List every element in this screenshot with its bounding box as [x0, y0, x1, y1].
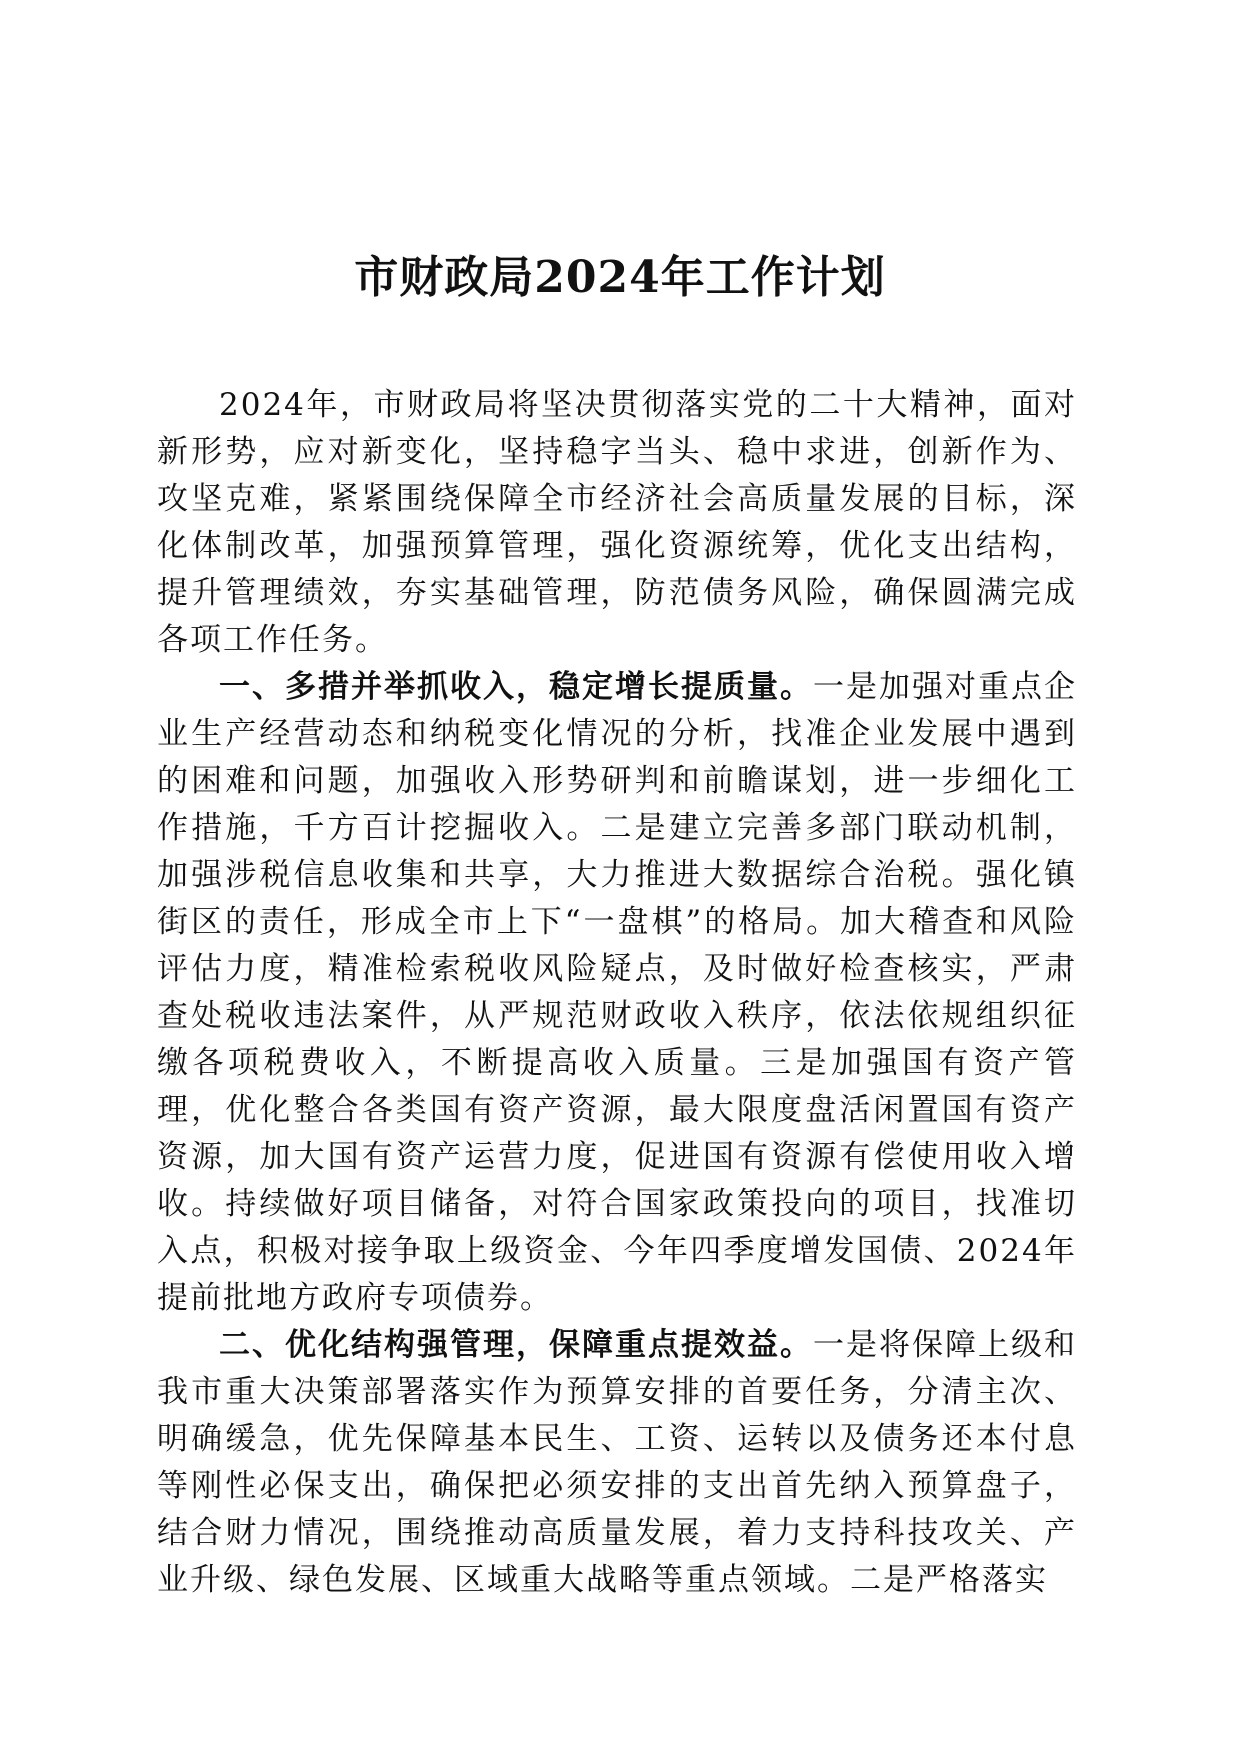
section-heading: 二、优化结构强管理，保障重点提效益。 — [219, 1327, 813, 1363]
paragraph-text: 一是加强对重点企业生产经营动态和纳税变化情况的分析，找准企业发展中遇到的困难和问题，加强收入形势研判和前瞻谋划，进一步细化工作措施，千方百计挖掘收入。二是建立完善多部门联动机制，加强涉税信息收集和共享，大力推进大数据综合治税。强化镇街区的责任，形成全市上下“一盘棋”的格局。加大稽查和风险评估力度，精准检索税收风险疑点，及时做好检查核实，严肃查处税收违法案件，从严规范财政收入秩序，依法依规组织征缴各项税费收入，不断提高收入质量。三是加强国有资产管理，优化整合各类国有资产资源，最大限度盘活闲置国有资产资源，加大国有资产运营力度，促进国有资源有偿使用收入增收。持续做好项目储备，对符合国家政策投向的项目，找准切入点，积极对接争取上级资金、今年四季度增发国债、2024年提前批地方政府专项债券。 — [157, 669, 1077, 1316]
document-title: 市财政局2024年工作计划 — [354, 252, 886, 303]
paragraph-intro — [157, 382, 1077, 664]
document-body — [157, 382, 1077, 1604]
paragraph-text: 2024年，市财政局将坚决贯彻落实党的二十大精神，面对新形势，应对新变化，坚持稳字当头、稳中求进，创新作为、攻坚克难，紧紧围绕保障全市经济社会高质量发展的目标，深化体制改革，加强预算管理，强化资源统筹，优化支出结构，提升管理绩效，夯实基础管理，防范债务风险，确保圆满完成各项工作任务。 — [157, 387, 1077, 658]
paragraph-section-2 — [157, 1322, 1077, 1604]
paragraph-text: 一是将保障上级和我市重大决策部署落实作为预算安排的首要任务，分清主次、明确缓急，优先保障基本民生、工资、运转以及债务还本付息等刚性必保支出，确保把必须安排的支出首先纳入预算盘子，结合财力情况，围绕推动高质量发展，着力支持科技攻关、产业升级、绿色发展、区域重大战略等重点领域。二是严格落实 — [157, 1327, 1077, 1598]
section-heading: 一、多措并举抓收入，稳定增长提质量。 — [219, 669, 813, 705]
paragraph-section-1 — [157, 664, 1077, 1322]
